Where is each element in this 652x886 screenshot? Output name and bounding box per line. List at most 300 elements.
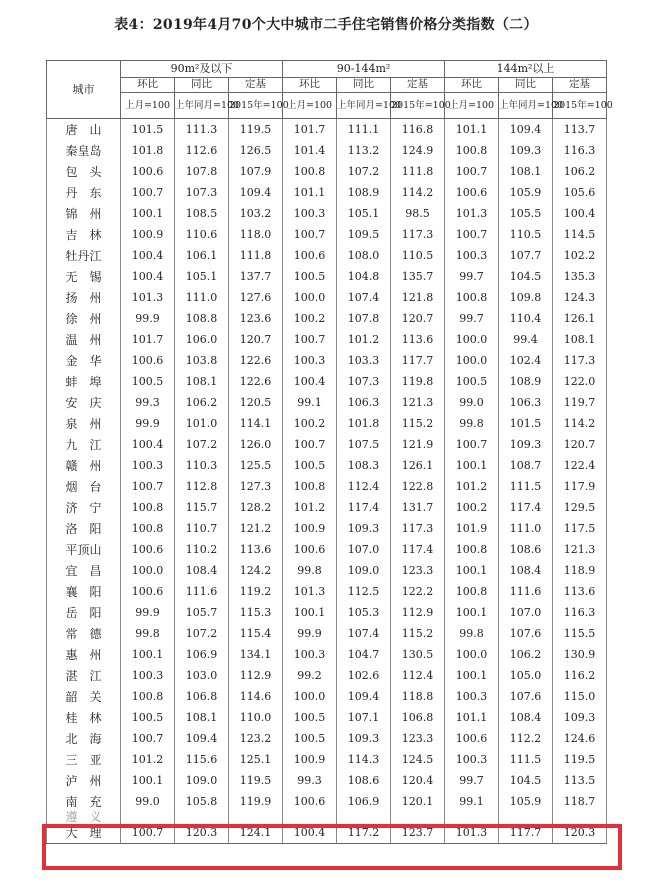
- index-value: 106.8: [175, 686, 229, 707]
- index-value: 101.1: [445, 119, 499, 141]
- table-row: [47, 371, 607, 392]
- index-value: 124.1: [229, 822, 283, 844]
- index-value: 121.3: [391, 392, 445, 413]
- index-value: 99.0: [121, 791, 175, 812]
- col-header-mom: 环比: [445, 78, 499, 93]
- index-value: 101.8: [121, 140, 175, 161]
- table-row: [47, 350, 607, 371]
- table-body: [47, 119, 607, 844]
- index-value: 117.7: [391, 350, 445, 371]
- table-row: [47, 539, 607, 560]
- index-value: 119.9: [229, 791, 283, 812]
- index-value: 99.7: [445, 266, 499, 287]
- index-value: 103.2: [229, 203, 283, 224]
- city-name: 无 锡: [47, 266, 121, 287]
- index-value: 123.3: [391, 728, 445, 749]
- city-name: 牡丹江: [47, 245, 121, 266]
- city-name: 岳 阳: [47, 602, 121, 623]
- city-name: 秦皇岛: [47, 140, 121, 161]
- index-value: 104.5: [499, 770, 553, 791]
- table-row: [47, 560, 607, 581]
- index-value: 100.6: [445, 728, 499, 749]
- index-value: 111.6: [175, 581, 229, 602]
- index-value: 105.0: [499, 665, 553, 686]
- index-value: 99.9: [283, 623, 337, 644]
- index-value: 100.5: [283, 707, 337, 728]
- index-value: 115.3: [229, 602, 283, 623]
- index-value: 100.3: [283, 350, 337, 371]
- index-value: 110.0: [229, 707, 283, 728]
- index-value: 100.6: [283, 539, 337, 560]
- base-prev-year: 上年同月=100: [337, 93, 391, 119]
- index-value: 107.3: [175, 182, 229, 203]
- index-value: 100.2: [283, 413, 337, 434]
- city-name: 包 头: [47, 161, 121, 182]
- base-2015: 2015年=100: [391, 93, 445, 119]
- index-value: 100.0: [445, 644, 499, 665]
- index-value: 124.6: [553, 728, 607, 749]
- index-value: 107.6: [499, 623, 553, 644]
- index-value: 119.5: [553, 749, 607, 770]
- index-value: 99.9: [121, 413, 175, 434]
- base-prev-year: 上年同月=100: [499, 93, 553, 119]
- index-value: 120.1: [391, 791, 445, 812]
- index-value: 118.0: [229, 224, 283, 245]
- index-value: 100.4: [121, 245, 175, 266]
- index-value: 114.1: [229, 413, 283, 434]
- index-value: 107.2: [175, 434, 229, 455]
- index-value: 100.6: [121, 581, 175, 602]
- city-name: 丹 东: [47, 182, 121, 203]
- index-value: 99.8: [121, 623, 175, 644]
- index-value: 122.6: [229, 371, 283, 392]
- index-value: 107.2: [337, 161, 391, 182]
- index-value: [229, 812, 283, 822]
- index-value: 104.5: [499, 266, 553, 287]
- table-row: [47, 392, 607, 413]
- group-header-small: 90m²及以下: [121, 61, 283, 78]
- city-name: 常 德: [47, 623, 121, 644]
- index-value: 112.9: [391, 602, 445, 623]
- index-value: 112.4: [337, 476, 391, 497]
- table-row: [47, 644, 607, 665]
- index-value: 124.3: [553, 287, 607, 308]
- index-value: 116.2: [553, 665, 607, 686]
- index-value: 126.5: [229, 140, 283, 161]
- index-value: 101.3: [445, 203, 499, 224]
- index-value: 106.9: [337, 791, 391, 812]
- index-value: 120.3: [553, 822, 607, 844]
- index-value: 109.5: [337, 224, 391, 245]
- table-row-partial: [47, 812, 607, 822]
- index-value: 105.7: [175, 602, 229, 623]
- index-value: 108.4: [499, 707, 553, 728]
- index-value: 101.2: [445, 476, 499, 497]
- index-value: 117.4: [337, 497, 391, 518]
- col-header-yoy: 同比: [499, 78, 553, 93]
- index-value: 110.3: [175, 455, 229, 476]
- index-value: 110.5: [391, 245, 445, 266]
- city-column-header: 城市: [47, 61, 121, 119]
- index-value: 114.6: [229, 686, 283, 707]
- index-value: 109.3: [499, 140, 553, 161]
- index-value: [553, 812, 607, 822]
- col-header-mom: 环比: [283, 78, 337, 93]
- index-value: 108.0: [337, 245, 391, 266]
- index-value: 99.3: [283, 770, 337, 791]
- index-value: 100.7: [121, 728, 175, 749]
- index-value: 116.3: [553, 602, 607, 623]
- index-value: 100.6: [121, 161, 175, 182]
- city-name: 南 充: [47, 791, 121, 812]
- table-row: [47, 119, 607, 141]
- table-row: [47, 140, 607, 161]
- city-name: 安 庆: [47, 392, 121, 413]
- index-value: 106.8: [391, 707, 445, 728]
- index-value: 120.3: [175, 822, 229, 844]
- city-name: 温 州: [47, 329, 121, 350]
- index-value: 119.2: [229, 581, 283, 602]
- index-value: 106.2: [553, 161, 607, 182]
- index-value: 111.1: [337, 119, 391, 141]
- index-value: 101.0: [175, 413, 229, 434]
- index-value: 112.2: [499, 728, 553, 749]
- col-header-fixed-base: 定基: [553, 78, 607, 93]
- index-value: 100.7: [121, 182, 175, 203]
- index-value: 107.8: [175, 161, 229, 182]
- index-value: 124.2: [229, 560, 283, 581]
- table-row: [47, 455, 607, 476]
- index-value: 122.4: [553, 455, 607, 476]
- index-value: 100.8: [445, 539, 499, 560]
- index-value: 110.5: [499, 224, 553, 245]
- index-value: 108.1: [553, 329, 607, 350]
- index-value: 113.5: [553, 770, 607, 791]
- index-value: 100.3: [445, 686, 499, 707]
- index-value: 108.5: [175, 203, 229, 224]
- index-value: 100.9: [283, 749, 337, 770]
- index-value: 121.2: [229, 518, 283, 539]
- index-value: 112.6: [175, 140, 229, 161]
- index-value: 111.8: [229, 245, 283, 266]
- index-value: 101.1: [445, 707, 499, 728]
- index-value: 105.9: [499, 791, 553, 812]
- index-value: 101.1: [283, 182, 337, 203]
- city-name: 惠 州: [47, 644, 121, 665]
- index-value: 119.8: [391, 371, 445, 392]
- index-value: 135.7: [391, 266, 445, 287]
- index-value: 101.7: [283, 119, 337, 141]
- city-name: 遵 义: [47, 812, 121, 822]
- city-name: 赣 州: [47, 455, 121, 476]
- index-value: 109.0: [175, 770, 229, 791]
- index-value: 99.1: [283, 392, 337, 413]
- index-value: 109.3: [337, 728, 391, 749]
- index-value: 100.5: [283, 455, 337, 476]
- index-value: 107.4: [337, 623, 391, 644]
- city-name: 唐 山: [47, 119, 121, 141]
- index-value: 100.7: [121, 476, 175, 497]
- index-value: 100.5: [283, 728, 337, 749]
- index-value: 111.0: [499, 518, 553, 539]
- index-value: 101.8: [337, 413, 391, 434]
- index-value: 100.3: [445, 749, 499, 770]
- price-index-table: [46, 60, 613, 844]
- index-value: [499, 812, 553, 822]
- base-prev-month: 上月=100: [283, 93, 337, 119]
- index-value: 100.5: [283, 266, 337, 287]
- index-value: 109.4: [499, 119, 553, 141]
- index-value: 117.2: [337, 822, 391, 844]
- index-value: 108.9: [337, 182, 391, 203]
- index-value: 100.6: [283, 245, 337, 266]
- index-value: 120.7: [553, 434, 607, 455]
- index-value: 120.7: [229, 329, 283, 350]
- city-name: 金 华: [47, 350, 121, 371]
- city-name: 吉 林: [47, 224, 121, 245]
- index-value: 117.4: [499, 497, 553, 518]
- index-value: 117.3: [553, 350, 607, 371]
- index-value: 100.3: [121, 665, 175, 686]
- city-name: 扬 州: [47, 287, 121, 308]
- city-name: 湛 江: [47, 665, 121, 686]
- index-value: 100.0: [283, 686, 337, 707]
- index-value: 100.4: [121, 434, 175, 455]
- index-value: 131.7: [391, 497, 445, 518]
- index-value: 107.3: [337, 371, 391, 392]
- index-value: 100.3: [283, 644, 337, 665]
- table-row: [47, 434, 607, 455]
- index-value: 107.5: [337, 434, 391, 455]
- index-value: 107.1: [337, 707, 391, 728]
- index-value: 109.3: [553, 707, 607, 728]
- index-value: [337, 812, 391, 822]
- index-value: 101.3: [283, 581, 337, 602]
- index-value: 118.9: [553, 560, 607, 581]
- index-value: 100.6: [121, 350, 175, 371]
- index-value: 100.1: [121, 770, 175, 791]
- index-value: 99.9: [121, 602, 175, 623]
- table-row: [47, 224, 607, 245]
- table-row: [47, 287, 607, 308]
- city-name: 韶 关: [47, 686, 121, 707]
- index-value: 120.7: [391, 308, 445, 329]
- index-value: 119.5: [229, 119, 283, 141]
- index-value: 107.7: [499, 245, 553, 266]
- index-value: 100.7: [283, 224, 337, 245]
- index-value: [445, 812, 499, 822]
- index-value: 101.4: [283, 140, 337, 161]
- index-value: 100.7: [283, 329, 337, 350]
- index-value: 103.3: [337, 350, 391, 371]
- index-value: 137.7: [229, 266, 283, 287]
- table-row: [47, 245, 607, 266]
- index-value: 108.6: [499, 539, 553, 560]
- index-value: 100.6: [121, 539, 175, 560]
- table-title: 表4：2019年4月70个大中城市二手住宅销售价格分类指数（二）: [114, 17, 538, 33]
- index-value: 100.8: [121, 686, 175, 707]
- index-value: 100.2: [283, 308, 337, 329]
- index-value: 111.3: [175, 119, 229, 141]
- index-value: 120.5: [229, 392, 283, 413]
- index-value: 100.9: [121, 224, 175, 245]
- table-row: [47, 770, 607, 791]
- index-value: 100.7: [445, 434, 499, 455]
- index-value: 105.6: [553, 182, 607, 203]
- index-value: [391, 812, 445, 822]
- index-value: 106.9: [175, 644, 229, 665]
- city-name: 洛 阳: [47, 518, 121, 539]
- index-value: 100.5: [121, 707, 175, 728]
- city-name: 济 宁: [47, 497, 121, 518]
- index-value: 105.1: [337, 203, 391, 224]
- index-value: 113.6: [229, 539, 283, 560]
- index-value: 109.4: [175, 728, 229, 749]
- index-value: 108.9: [499, 371, 553, 392]
- index-value: 100.0: [445, 329, 499, 350]
- table-row: [47, 476, 607, 497]
- table-row: [47, 791, 607, 812]
- index-value: 112.5: [337, 581, 391, 602]
- index-value: 114.2: [391, 182, 445, 203]
- city-name: 北 海: [47, 728, 121, 749]
- index-value: 118.7: [553, 791, 607, 812]
- index-value: 100.8: [445, 287, 499, 308]
- index-value: 100.7: [121, 822, 175, 844]
- index-value: 115.4: [229, 623, 283, 644]
- index-value: 107.4: [337, 287, 391, 308]
- index-value: 109.4: [337, 686, 391, 707]
- index-value: 101.2: [337, 329, 391, 350]
- index-value: 123.3: [391, 560, 445, 581]
- table-row: [47, 602, 607, 623]
- index-value: 122.0: [553, 371, 607, 392]
- index-value: 123.6: [229, 308, 283, 329]
- index-value: 102.6: [337, 665, 391, 686]
- index-value: 100.5: [121, 371, 175, 392]
- index-value: 125.1: [229, 749, 283, 770]
- index-value: 117.3: [391, 224, 445, 245]
- base-prev-month: 上月=100: [121, 93, 175, 119]
- index-value: 116.3: [553, 140, 607, 161]
- index-value: 117.7: [499, 822, 553, 844]
- table-row: [47, 266, 607, 287]
- index-value: 110.6: [175, 224, 229, 245]
- index-value: 106.0: [175, 329, 229, 350]
- index-value: 109.4: [229, 182, 283, 203]
- table-row: [47, 749, 607, 770]
- index-value: 100.1: [121, 203, 175, 224]
- index-value: 107.0: [337, 539, 391, 560]
- index-value: 127.3: [229, 476, 283, 497]
- index-value: 98.5: [391, 203, 445, 224]
- col-header-mom: 环比: [121, 78, 175, 93]
- index-value: 100.1: [445, 560, 499, 581]
- index-value: 111.0: [175, 287, 229, 308]
- index-value: 106.2: [175, 392, 229, 413]
- index-value: 100.6: [283, 791, 337, 812]
- index-value: 100.0: [283, 287, 337, 308]
- index-value: 111.6: [499, 581, 553, 602]
- index-value: 99.1: [445, 791, 499, 812]
- index-value: 100.4: [553, 203, 607, 224]
- table-row: [47, 518, 607, 539]
- index-value: 100.8: [283, 476, 337, 497]
- city-name: 徐 州: [47, 308, 121, 329]
- index-value: 115.0: [553, 686, 607, 707]
- index-value: 107.2: [175, 623, 229, 644]
- index-value: 108.1: [499, 161, 553, 182]
- index-value: 99.3: [121, 392, 175, 413]
- index-value: 100.3: [121, 455, 175, 476]
- city-name: 锦 州: [47, 203, 121, 224]
- index-value: 120.4: [391, 770, 445, 791]
- index-value: 99.9: [121, 308, 175, 329]
- index-value: 106.1: [175, 245, 229, 266]
- index-value: 114.5: [553, 224, 607, 245]
- index-value: 100.0: [121, 560, 175, 581]
- index-value: 108.4: [499, 560, 553, 581]
- table-row: [47, 581, 607, 602]
- index-value: 108.8: [175, 308, 229, 329]
- index-value: 100.8: [445, 140, 499, 161]
- table-row: [47, 686, 607, 707]
- index-value: 124.9: [391, 140, 445, 161]
- index-value: 99.0: [445, 392, 499, 413]
- index-value: [283, 812, 337, 822]
- index-value: 100.1: [445, 602, 499, 623]
- index-value: [175, 812, 229, 822]
- index-value: 100.8: [283, 161, 337, 182]
- city-name: 襄 阳: [47, 581, 121, 602]
- base-2015: 2015年=100: [229, 93, 283, 119]
- base-prev-year: 上年同月=100: [175, 93, 229, 119]
- index-value: 102.4: [499, 350, 553, 371]
- index-value: 105.1: [175, 266, 229, 287]
- index-value: 114.3: [337, 749, 391, 770]
- index-value: 110.2: [175, 539, 229, 560]
- index-value: 100.1: [445, 665, 499, 686]
- index-value: 122.2: [391, 581, 445, 602]
- index-value: 103.8: [175, 350, 229, 371]
- index-value: 126.1: [553, 308, 607, 329]
- index-value: 107.8: [337, 308, 391, 329]
- index-value: [121, 812, 175, 822]
- index-value: 101.3: [445, 822, 499, 844]
- city-name: 烟 台: [47, 476, 121, 497]
- col-header-yoy: 同比: [337, 78, 391, 93]
- index-value: 111.8: [391, 161, 445, 182]
- index-value: 100.1: [121, 644, 175, 665]
- index-value: 106.3: [499, 392, 553, 413]
- index-value: 100.1: [283, 602, 337, 623]
- index-value: 109.0: [337, 560, 391, 581]
- index-value: 122.8: [391, 476, 445, 497]
- index-value: 99.8: [283, 560, 337, 581]
- index-value: 99.7: [445, 308, 499, 329]
- index-value: 109.8: [499, 287, 553, 308]
- index-value: 115.7: [175, 497, 229, 518]
- index-value: 101.5: [121, 119, 175, 141]
- index-value: 99.7: [445, 770, 499, 791]
- index-value: 117.3: [391, 518, 445, 539]
- index-value: 99.8: [445, 623, 499, 644]
- index-value: 122.6: [229, 350, 283, 371]
- city-name: 桂 林: [47, 707, 121, 728]
- city-name: 泉 州: [47, 413, 121, 434]
- index-value: 114.2: [553, 413, 607, 434]
- city-name: 平顶山: [47, 539, 121, 560]
